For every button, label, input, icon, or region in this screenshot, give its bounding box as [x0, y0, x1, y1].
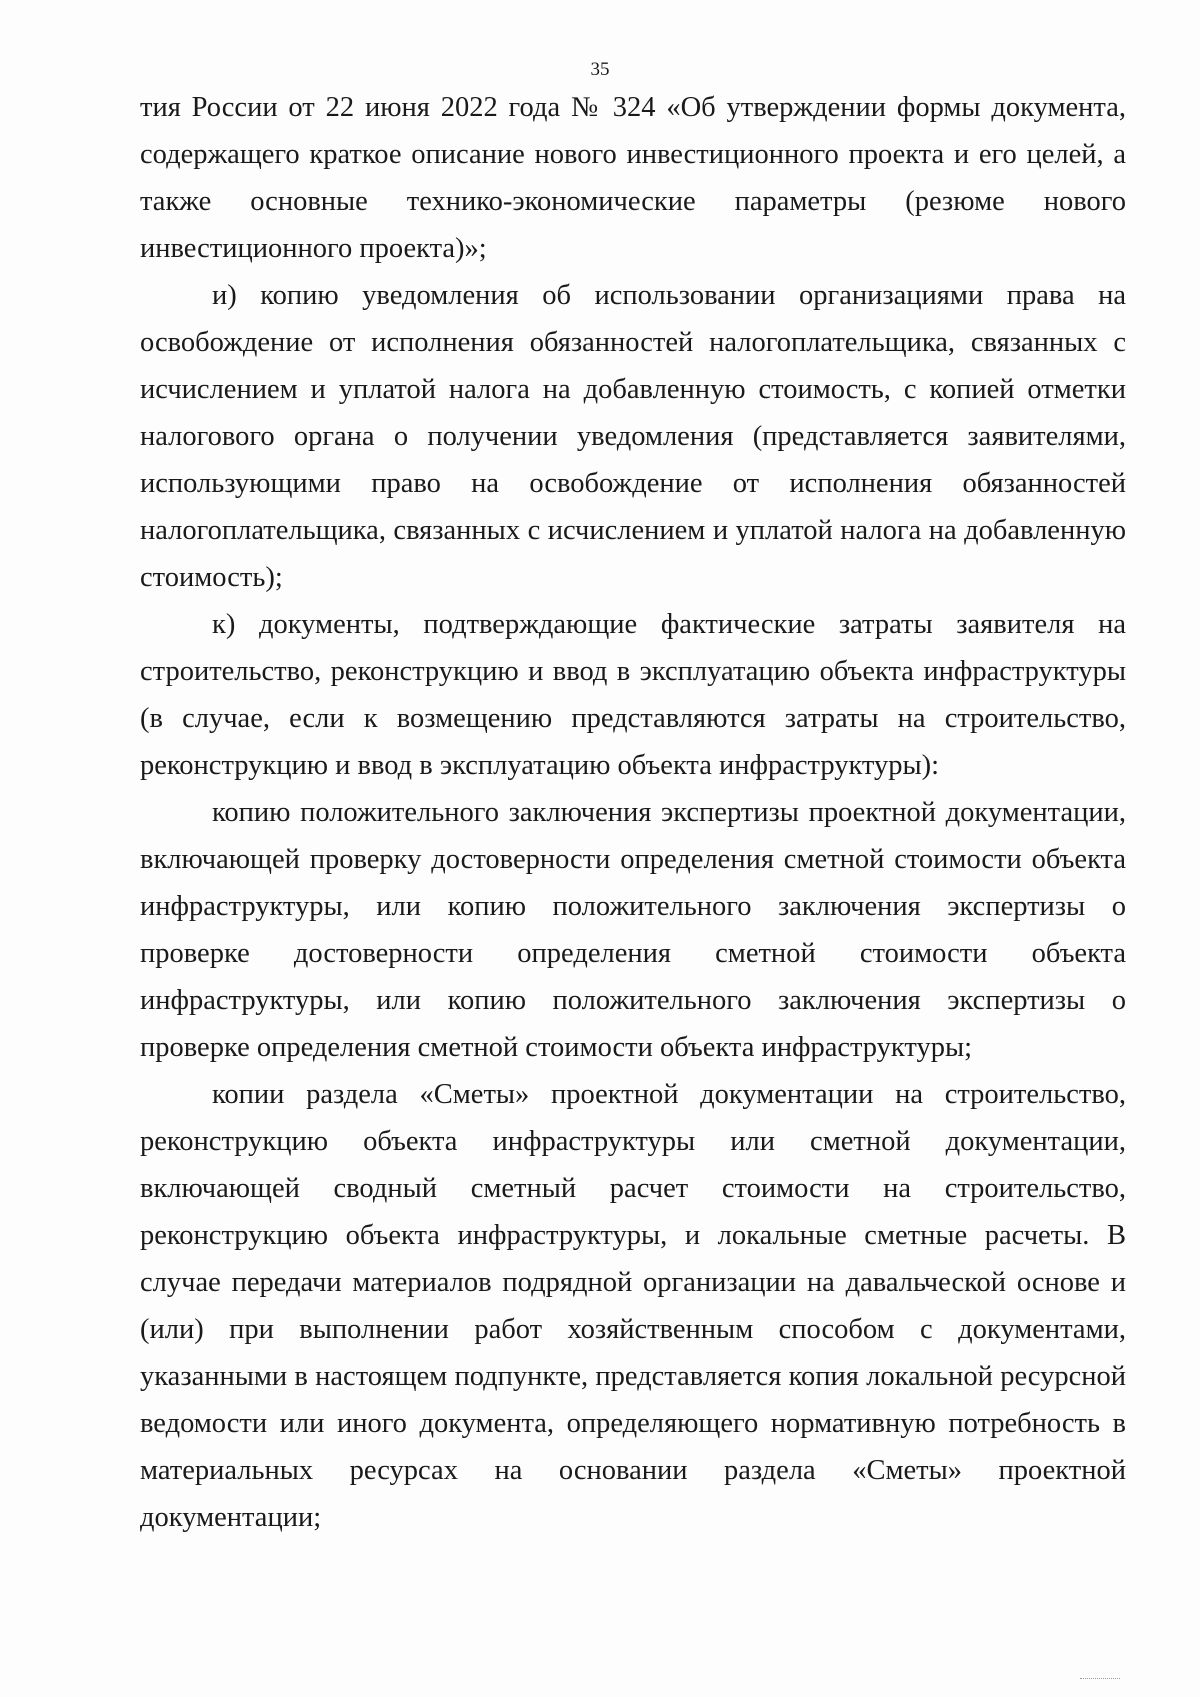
paragraph-item-k: к) документы, подтверждающие фактические затраты заявителя на строительство, реконструкцию и ввод в эксплуатацию объекта инфраструктуры (в случае, если к возмещению представляются затраты на строительство, реконструкцию и ввод в эксплуатацию объекта инфраструктуры): [140, 609, 1126, 781]
paragraph-estimates-copy: копии раздела «Сметы» проектной документации на строительство, реконструкцию объекта инфраструктуры или сметной документации, включающей сводный сметный расчет стоимости на строительство, реконструкцию объекта инфраструктуры, и локальные сметные расчеты. В случае передачи материалов подрядной организации на давальческой основе и (или) при выполнении работ хозяйственным способом с документами, указанными в настоящем подпункте, представляется копия локальной ресурсной ведомости или иного документа, определяющего нормативную потребность в материальных ресурсах на основании раздела «Сметы» проектной документации; [140, 1079, 1126, 1533]
paragraph-item-i: и) копию уведомления об использовании организациями права на освобождение от исполнения обязанностей налогоплательщика, связанных с исчислением и уплатой налога на добавленную стоимость, с копией отметки налогового органа о получении уведомления (представляется заявителями, использующими право на освобождение от исполнения обязанностей налогоплательщика, связанных с исчислением и уплатой налога на добавленную стоимость); [140, 280, 1126, 593]
paragraph-expertise-copy: копию положительного заключения экспертизы проектной документации, включающей проверку достоверности определения сметной стоимости объекта инфраструктуры, или копию положительного заключения экспертизы о проверке достоверности определения сметной стоимости объекта инфраструктуры, или копию положительного заключения экспертизы о проверке определения сметной стоимости объекта инфраструктуры; [140, 797, 1126, 1063]
scan-artifact [1080, 1678, 1120, 1689]
paragraph-continuation: тия России от 22 июня 2022 года № 324 «Об утверждении формы документа, содержащего краткое описание нового инвестиционного проекта и его целей, а также основные технико-экономические параметры (резюме нового инвестиционного проекта)»; [140, 92, 1126, 264]
document-body [140, 84, 1126, 1541]
page-number: 35 [590, 59, 610, 80]
